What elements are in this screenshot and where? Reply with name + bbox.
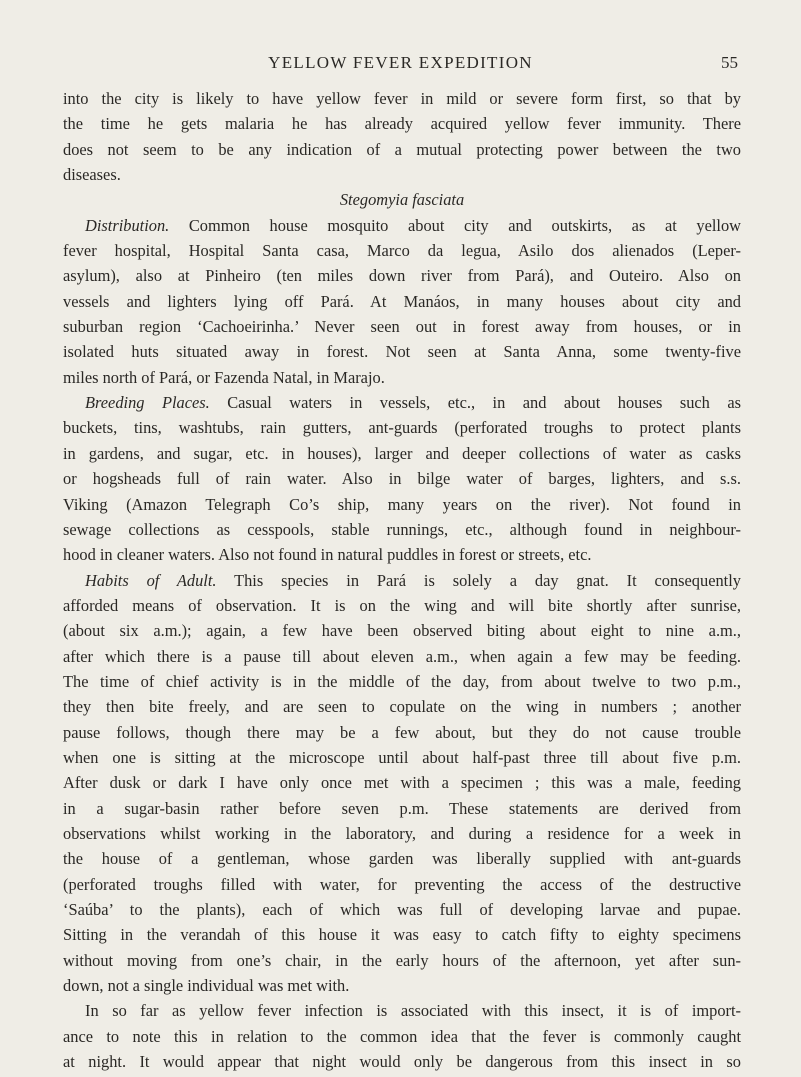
text-line: Distribution. Common house mosquito about city and outskirts, as at yellow: [85, 215, 741, 235]
text-line: fever hospital, Hospital Santa casa, Marco da legua, Asilo dos alienados (Leper-: [63, 241, 741, 261]
text-line: sewage collections as cesspools, stable runnings, etc., although found in neighbour-: [63, 519, 741, 539]
subheading-habits-of-adult: Habits of Adult.: [85, 570, 217, 590]
text-line: Viking (Amazon Telegraph Co’s ship, many years on the river). Not found in: [63, 494, 741, 514]
text-line: isolated huts situated away in forest. Not seen at Santa Anna, some twenty-five: [63, 342, 741, 362]
running-title: YELLOW FEVER EXPEDITION: [268, 53, 533, 72]
text-line: after which there is a pause till about eleven a.m., when again a few may be feeding.: [63, 646, 741, 666]
text-line: In so far as yellow fever infection is associated with this insect, it is of import-: [85, 1001, 741, 1021]
section-heading: Stegomyia fasciata: [339, 190, 465, 210]
page-number: 55: [721, 53, 738, 72]
text-line: afforded means of observation. It is on the wing and will bite shortly after sunrise,: [63, 595, 741, 615]
text-line: the time he gets malaria he has already acquired yellow fever immunity. There: [63, 114, 741, 134]
text-line: (about six a.m.); again, a few have been observed biting about eight to nine a.m.,: [63, 621, 741, 641]
text-line: when one is sitting at the microscope until about half-past three till about five p.m.: [63, 747, 741, 767]
text-line: ‘Saúba’ to the plants), each of which was full of developing larvae and pupae.: [63, 900, 741, 919]
text-line: or hogsheads full of rain water. Also in bilge water of barges, lighters, and s.s.: [63, 469, 741, 489]
text-line: suburban region ‘Cachoeirinha.’ Never seen out in forest away from houses, or in: [63, 317, 741, 337]
text-line: in gardens, and sugar, etc. in houses), larger and deeper collections of water as casks: [63, 443, 741, 463]
text-line: ance to note this in relation to the common idea that the fever is commonly caught: [63, 1026, 741, 1046]
text-line: After dusk or dark I have only once met with a specimen ; this was a male, feeding: [63, 773, 741, 793]
text-line: observations whilst working in the laboratory, and during a residence for a week in: [63, 823, 741, 843]
running-head: [63, 53, 738, 77]
text-line: buckets, tins, washtubs, rain gutters, ant-guards (perforated troughs to protect plants: [63, 418, 741, 438]
text-line: Breeding Places. Casual waters in vessels, etc., in and about houses such as: [85, 393, 742, 413]
text-line: hood in cleaner waters. Also not found in natural puddles in forest or streets, etc.: [63, 545, 592, 565]
subheading-breeding-places: Breeding Places.: [85, 393, 210, 413]
text-line: into the city is likely to have yellow fever in mild or severe form first, so that by: [63, 89, 741, 108]
text-line: diseases.: [63, 165, 121, 185]
text-line: in a sugar-basin rather before seven p.m. These statements are derived from: [63, 798, 741, 818]
text-line: at night. It would appear that night would only be dangerous from this insect in so: [63, 1052, 741, 1072]
text-line: miles north of Pará, or Fazenda Natal, in Marajo.: [63, 367, 385, 387]
text-line: the house of a gentleman, whose garden was liberally supplied with ant-guards: [63, 849, 741, 869]
text-line: down, not a single individual was met with.: [63, 976, 350, 996]
text-line: pause follows, though there may be a few about, but they do not cause trouble: [63, 722, 741, 742]
text-line: Sitting in the verandah of this house it was easy to catch fifty to eighty specimens: [63, 925, 741, 945]
text-line: The time of chief activity is in the middle of the day, from about twelve to two p.m.,: [63, 671, 741, 691]
text-line: Habits of Adult. This species in Pará is solely a day gnat. It consequently: [85, 570, 741, 590]
text-line: does not seem to be any indication of a mutual protecting power between the two: [63, 139, 741, 159]
text-line: (perforated troughs filled with water, for preventing the access of the destructive: [63, 874, 741, 894]
text-line: they then bite freely, and are seen to copulate on the wing in numbers ; another: [63, 697, 741, 717]
text-line: asylum), also at Pinheiro (ten miles down river from Pará), and Outeiro. Also on: [63, 266, 741, 286]
subheading-distribution: Distribution.: [85, 215, 170, 235]
text-line: without moving from one’s chair, in the early hours of the afternoon, yet after sun-: [63, 950, 741, 970]
text-line: vessels and lighters lying off Pará. At Manáos, in many houses about city and: [63, 291, 741, 311]
body-text: [63, 86, 741, 1074]
